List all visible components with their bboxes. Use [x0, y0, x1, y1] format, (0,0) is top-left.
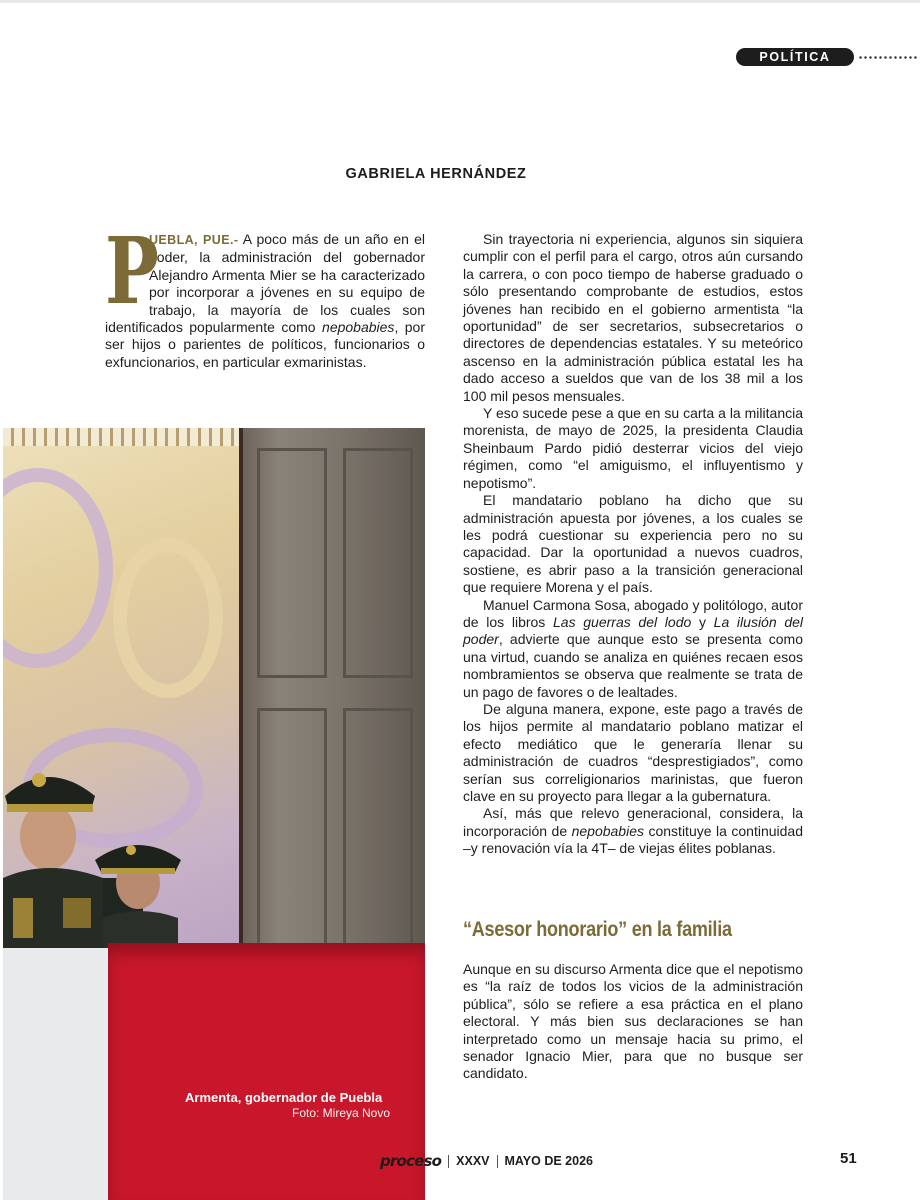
photo-cornice: [3, 428, 243, 446]
section-label: POLÍTICA: [759, 50, 831, 64]
page-number: 51: [840, 1150, 857, 1167]
magazine-logo: proceso: [380, 1152, 442, 1170]
author-byline: GABRIELA HERNÁNDEZ: [345, 166, 527, 182]
footer-separator: [448, 1155, 449, 1168]
section-subheading: “Asesor honorario” en la familia: [463, 918, 732, 941]
body-paragraph: Sin trayectoria ni experiencia, algunos sin siquiera cumplir con el perfil para el cargo, otros aún cursando la carrera, o con poco tiempo de haberse graduado o sólo presentando comprobante de estudios, estos jóvenes han recibido en el gobierno armentista “la oportunidad” de ser secretarios, subsecretarios o directores de dependencias estatales. Y su meteórico ascenso en la administración pública estatal les ha dado acceso a sueldos que van de los 38 mil a los 100 mil pesos mensuales.: [463, 231, 803, 404]
lead-paragraph: UEBLA, PUE.- A poco más de un año en el poder, la administración del gobernador Alejandro Armenta Mier se ha caracterizado por incorporar a jóvenes en su equipo de trabajo, la mayoría de los cuales son identificados popularmente como nepobabies, por ser hijos o parientes de políticos, funcionarios o exfuncionarios, en particular exmarinistas.: [105, 231, 426, 370]
footer-volume: XXXV: [456, 1154, 490, 1168]
photo-flag-white: [3, 948, 113, 1200]
body-paragraph: De alguna manera, expone, este pago a través de los hijos permite al mandatario poblano matizar el efecto mediático que le generaría llenar su administración de cuadros “desprestigiados”, como serían sus correligionarios marinistas, que fueron clave en su proyecto para llegar a la gubernatura.: [463, 700, 803, 804]
lead-column: [105, 217, 426, 371]
body-column: [463, 231, 803, 858]
photo-flag-red: [108, 943, 425, 1200]
body-paragraph: Y eso sucede pese a que en su carta a la militancia morenista, de mayo de 2025, la presidenta Claudia Sheinbaum Pardo pidió desterrar vicios del viejo régimen, como “el amiguismo, el influyentismo y nepotismo”.: [463, 405, 803, 491]
page-footer: [380, 1152, 593, 1170]
photo-door: [243, 428, 425, 988]
page-top-edge: [0, 0, 920, 3]
photo-officers: [3, 758, 243, 958]
section-dots-divider: [858, 56, 918, 59]
body-paragraph: Manuel Carmona Sosa, abogado y politólogo, autor de los libros Las guerras del lodo y La ilusión del poder, advierte que aunque esto se presenta como una virtud, cuando se analiza en quiénes recaen esos nombramientos se observa que realmente se trata de un pago de favores o de lealtades.: [463, 596, 803, 700]
body-paragraph: El mandatario poblano ha dicho que su administración apuesta por jóvenes, a los cuales se les podrá cuestionar su experiencia pero no su capacidad. Dar la oportunidad a nuevos cuadros, sostiene, es abrir paso a la transición generacional que requiere Morena y el país.: [463, 492, 803, 596]
footer-separator: [497, 1155, 498, 1168]
body-paragraph: Así, más que relevo generacional, considera, la incorporación de nepobabies constituye la continuidad –y renovación vía la 4T– de viejas élites poblanas.: [463, 805, 803, 857]
article-photo: [3, 428, 425, 1200]
photo-ornament: [113, 538, 223, 698]
dateline: UEBLA, PUE.-: [149, 233, 239, 247]
section-tag: [736, 48, 854, 66]
book-title: La ilusión del poder: [463, 613, 803, 648]
book-title: Las guerras del lodo: [553, 613, 692, 630]
drop-cap: P: [105, 217, 159, 325]
body-paragraph: Aunque en su discurso Armenta dice que el nepotismo es “la raíz de todos los vicios de la administración pública”, sólo se refiere a esa práctica en el plano electoral. Y más bien sus declaraciones se han interpretado como un mensaje hacia su primo, el senador Ignacio Mier, para que no busque ser candidato.: [463, 961, 803, 1082]
subsection-column: [463, 961, 803, 1083]
footer-date: MAYO DE 2026: [504, 1154, 593, 1168]
photo-caption: Armenta, gobernador de Puebla: [185, 1090, 383, 1105]
photo-credit: Foto: Mireya Novo: [292, 1106, 391, 1120]
